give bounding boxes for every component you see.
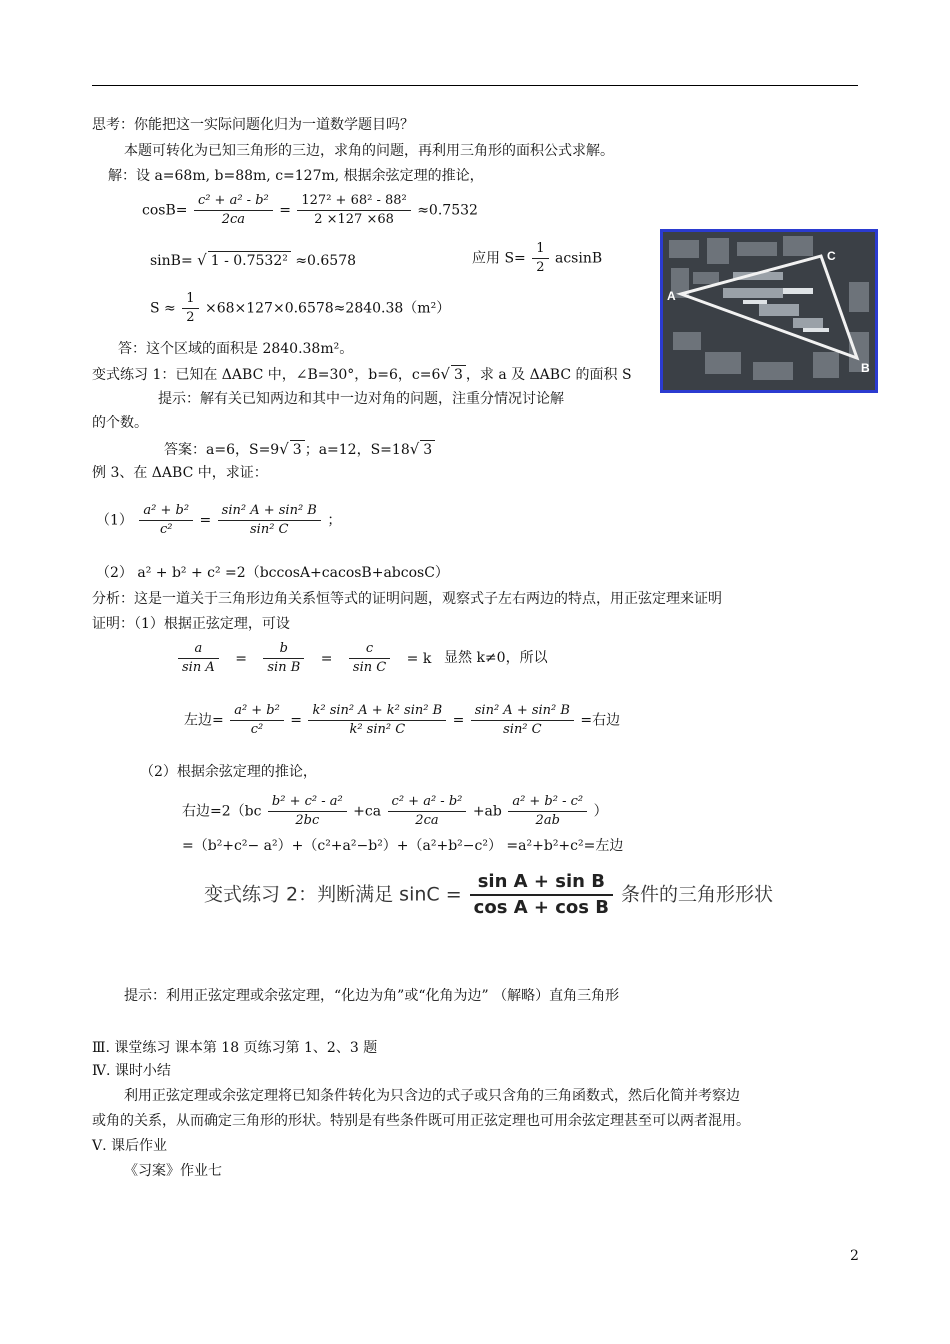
cosb-formula: cosB= $\frac{\text{c² + a² - b²}}{2ca}$ = $\frac{\text{127² + 68² - 88²}}{2 \times 127 \times 68}$ ≈0.7532 bbox=[142, 193, 478, 227]
sinb-formula: sinB= √ 1 - 0.7532² ≈0.6578 bbox=[150, 251, 357, 269]
proof2-line: （2）根据余弦定理的推论， bbox=[140, 764, 317, 780]
think-line: 思考：你能把这一实际问题化归为一道数学题目吗？ bbox=[92, 117, 414, 133]
proof-line: 证明：（1）根据正弦定理，可设 bbox=[92, 616, 290, 632]
k-note: 显然 k≠0，所以 bbox=[444, 650, 548, 666]
summary-line2: 或角的关系，从而确定三角形的形状。特别是有些条件既可用正弦定理也可用余弦定理甚至可以两者混用。 bbox=[92, 1113, 750, 1129]
right-side-proof: 右边=2（bc $\frac{\text{b² + c² - a²}}{2bc}$ +ca $\frac{\text{c² + a² - b²}}{2ca}$ +ab $\frac{\text{a² + b² - c²}}{2ab}$ ） bbox=[182, 794, 608, 828]
cosb-frac1: $\frac{\text{c² + a² - b²}}{2ca}$ bbox=[194, 192, 273, 229]
aerial-triangle-photo bbox=[660, 229, 878, 393]
vertex-label-c: C bbox=[827, 249, 836, 263]
hint2-line: 提示：利用正弦定理或余弦定理，“化边为角”或“化角为边” （解略）直角三角形 bbox=[124, 988, 620, 1004]
sine-law: $\frac{a}{\text{sin A}}$ = $\frac{b}{\text{sin B}}$ = $\frac{c}{\text{sin C}}$ = k bbox=[176, 640, 431, 677]
area-formula: S ≈ $\frac{1}{2}$ ×68×127×0.6578≈2840.38（m²） bbox=[150, 291, 451, 325]
hint1-line: 提示：解有关已知两边和其中一边对角的问题，注重分情况讨论解 bbox=[158, 391, 564, 407]
aerial-image-icon bbox=[663, 232, 875, 390]
solution-line: 解：设 a=68m, b=88m, c=127m, 根据余弦定理的推论， bbox=[108, 168, 484, 184]
expansion-line: =（b²+c²− a²）+（c²+a²−b²）+（a²+b²−c²） =a²+b²+c²=左边 bbox=[182, 838, 624, 854]
cosb-lhs: cosB= bbox=[142, 202, 188, 219]
proposition2: （2） a² + b² + c² =2（bccosA+cacosB+abcosC） bbox=[96, 565, 449, 581]
analysis-line: 分析：这是一道关于三角形边角关系恒等式的证明问题，观察式子左右两边的特点，用正弦定理来证明 bbox=[92, 591, 722, 607]
exercise1-line: 变式练习 1：已知在 ΔABC 中，∠B=30°，b=6，c=6√ 3 ，求 a 及 ΔABC 的面积 S bbox=[92, 365, 632, 383]
cosb-result: ≈0.7532 bbox=[417, 202, 478, 219]
section4-heading: Ⅳ. 课时小结 bbox=[92, 1063, 171, 1079]
exercise2-banner: 变式练习 2：判断满足 sinC = $\frac{\text{sin A + sin B}}{\text{cos A + cos B}}$ 条件的三角形形状 bbox=[204, 871, 774, 918]
left-side-proof: 左边= $\frac{\text{a² + b²}}{\text{c²}}$ = $\frac{\text{k² sin² A + k² sin² B}}{\text{k² sin² C}}$ = $\frac{\text{sin² A + sin² B}}{\text{sin² C}}$ =右边 bbox=[184, 703, 621, 737]
page-number: 2 bbox=[850, 1248, 859, 1264]
homework-line: 《习案》作业七 bbox=[124, 1163, 222, 1179]
intro-line: 本题可转化为已知三角形的三边，求角的问题，再利用三角形的面积公式求解。 bbox=[124, 143, 614, 159]
answer1-line: 答案：a=6，S=9√ 3 ；a=12，S=18√ 3 bbox=[164, 440, 435, 459]
vertex-label-b: B bbox=[861, 361, 870, 375]
header-rule bbox=[92, 85, 858, 86]
sqrt-icon: √ bbox=[197, 251, 207, 269]
cosb-frac2: $\frac{\text{127² + 68² - 88²}}{2 \times 127 \times 68}$ bbox=[297, 192, 410, 229]
proposition1: （1） $\frac{\text{a² + b²}}{\text{c²}}$ = $\frac{\text{sin² A + sin² B}}{\text{sin² C}}$ ； bbox=[96, 503, 342, 537]
vertex-label-a: A bbox=[667, 289, 676, 303]
section5-heading: Ⅴ. 课后作业 bbox=[92, 1138, 168, 1154]
section3-heading: Ⅲ. 课堂练习 课本第 18 页练习第 1、2、3 题 bbox=[92, 1040, 378, 1056]
example3-line: 例 3、在 ΔABC 中，求证： bbox=[92, 465, 268, 481]
half-frac: $\frac{1}{2}$ bbox=[532, 240, 548, 277]
hint1-line2: 的个数。 bbox=[92, 415, 148, 431]
apply-formula: 应用 S= $\frac{1}{2}$ acsinB bbox=[472, 241, 603, 275]
summary-line1: 利用正弦定理或余弦定理将已知条件转化为只含边的式子或只含角的三角函数式，然后化简并考察边 bbox=[124, 1088, 740, 1104]
answer-line: 答：这个区域的面积是 2840.38m²。 bbox=[118, 341, 354, 357]
